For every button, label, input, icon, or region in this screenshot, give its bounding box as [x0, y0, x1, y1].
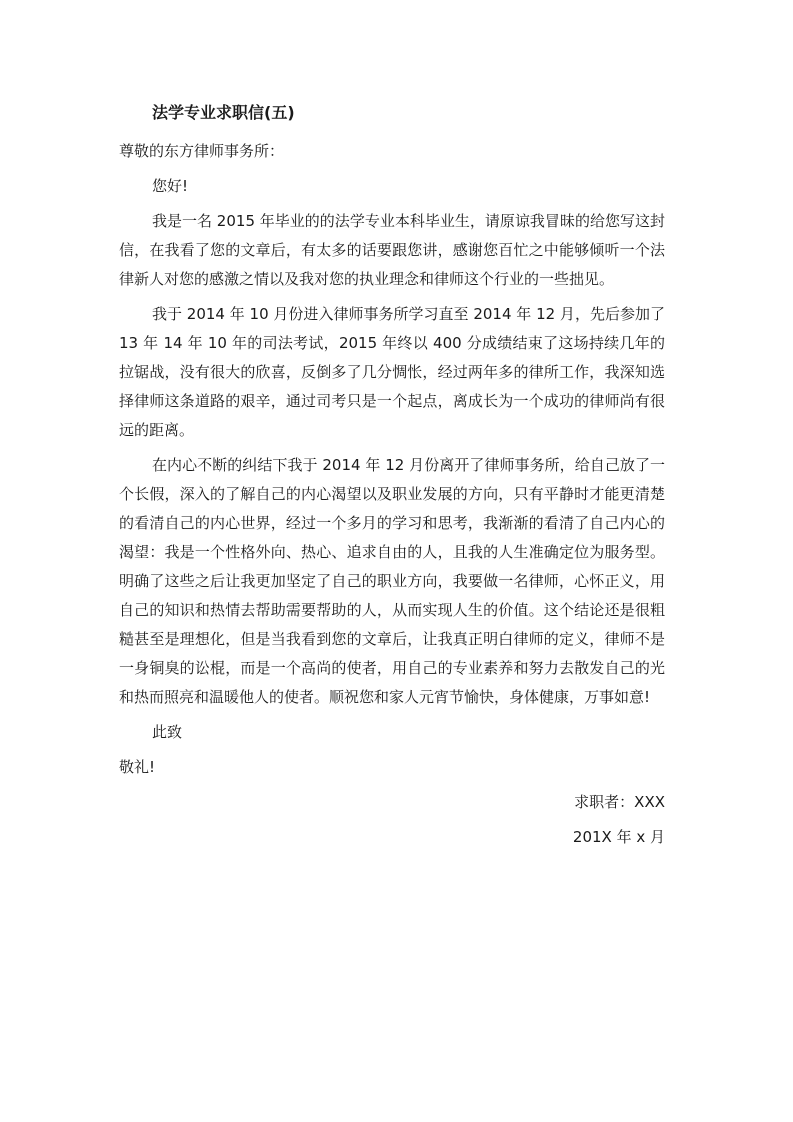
letter-regards: 敬礼! [119, 758, 156, 776]
letter-closing: 此致 [152, 723, 183, 741]
letter-signature: 求职者：XXX [574, 793, 665, 811]
letter-paragraph-2: 我于 2014 年 10 月份进入律师事务所学习直至 2014 年 12 月，先后参加了 13 年 14 年 10 年的司法考试，2015 年终以 400 分成绩结束了这场持续几年的拉锯战，没有很大的欣喜，反倒多了几分惆怅，经过两年多的律所工作，我深知选择律师这条道路的艰辛，通过司考只是一个起点，离成长为一个成功的律师尚有很远的距离。 [119, 305, 665, 439]
letter-page [119, 100, 665, 858]
letter-paragraph-3: 在内心不断的纠结下我于 2014 年 12 月份离开了律师事务所，给自己放了一个长假，深入的了解自己的内心渴望以及职业发展的方向，只有平静时才能更清楚的看清自己的内心世界，经过一个多月的学习和思考，我渐渐的看清了自己内心的渴望：我是一个性格外向、热心、追求自由的人，且我的人生准确定位为服务型。明确了这些之后让我更加坚定了自己的职业方向，我要做一名律师，心怀正义，用自己的知识和热情去帮助需要帮助的人，从而实现人生的价值。这个结论还是很粗糙甚至是理想化，但是当我看到您的文章后，让我真正明白律师的定义，律师不是一身铜臭的讼棍，而是一个高尚的使者，用自己的专业素养和努力去散发自己的光和热而照亮和温暖他人的使者。顺祝您和家人元宵节愉快，身体健康，万事如意! [119, 456, 665, 706]
letter-date: 201X 年 x 月 [572, 828, 665, 846]
letter-salutation: 尊敬的东方律师事务所： [119, 142, 285, 160]
letter-paragraph-1: 我是一名 2015 年毕业的的法学专业本科毕业生，请原谅我冒昧的给您写这封信，在我看了您的文章后，有太多的话要跟您讲，感谢您百忙之中能够倾听一个法律新人对您的感激之情以及我对您的执业理念和律师这个行业的一些拙见。 [119, 212, 665, 288]
letter-title: 法学专业求职信(五) [152, 103, 295, 122]
letter-greeting: 您好! [152, 177, 189, 195]
